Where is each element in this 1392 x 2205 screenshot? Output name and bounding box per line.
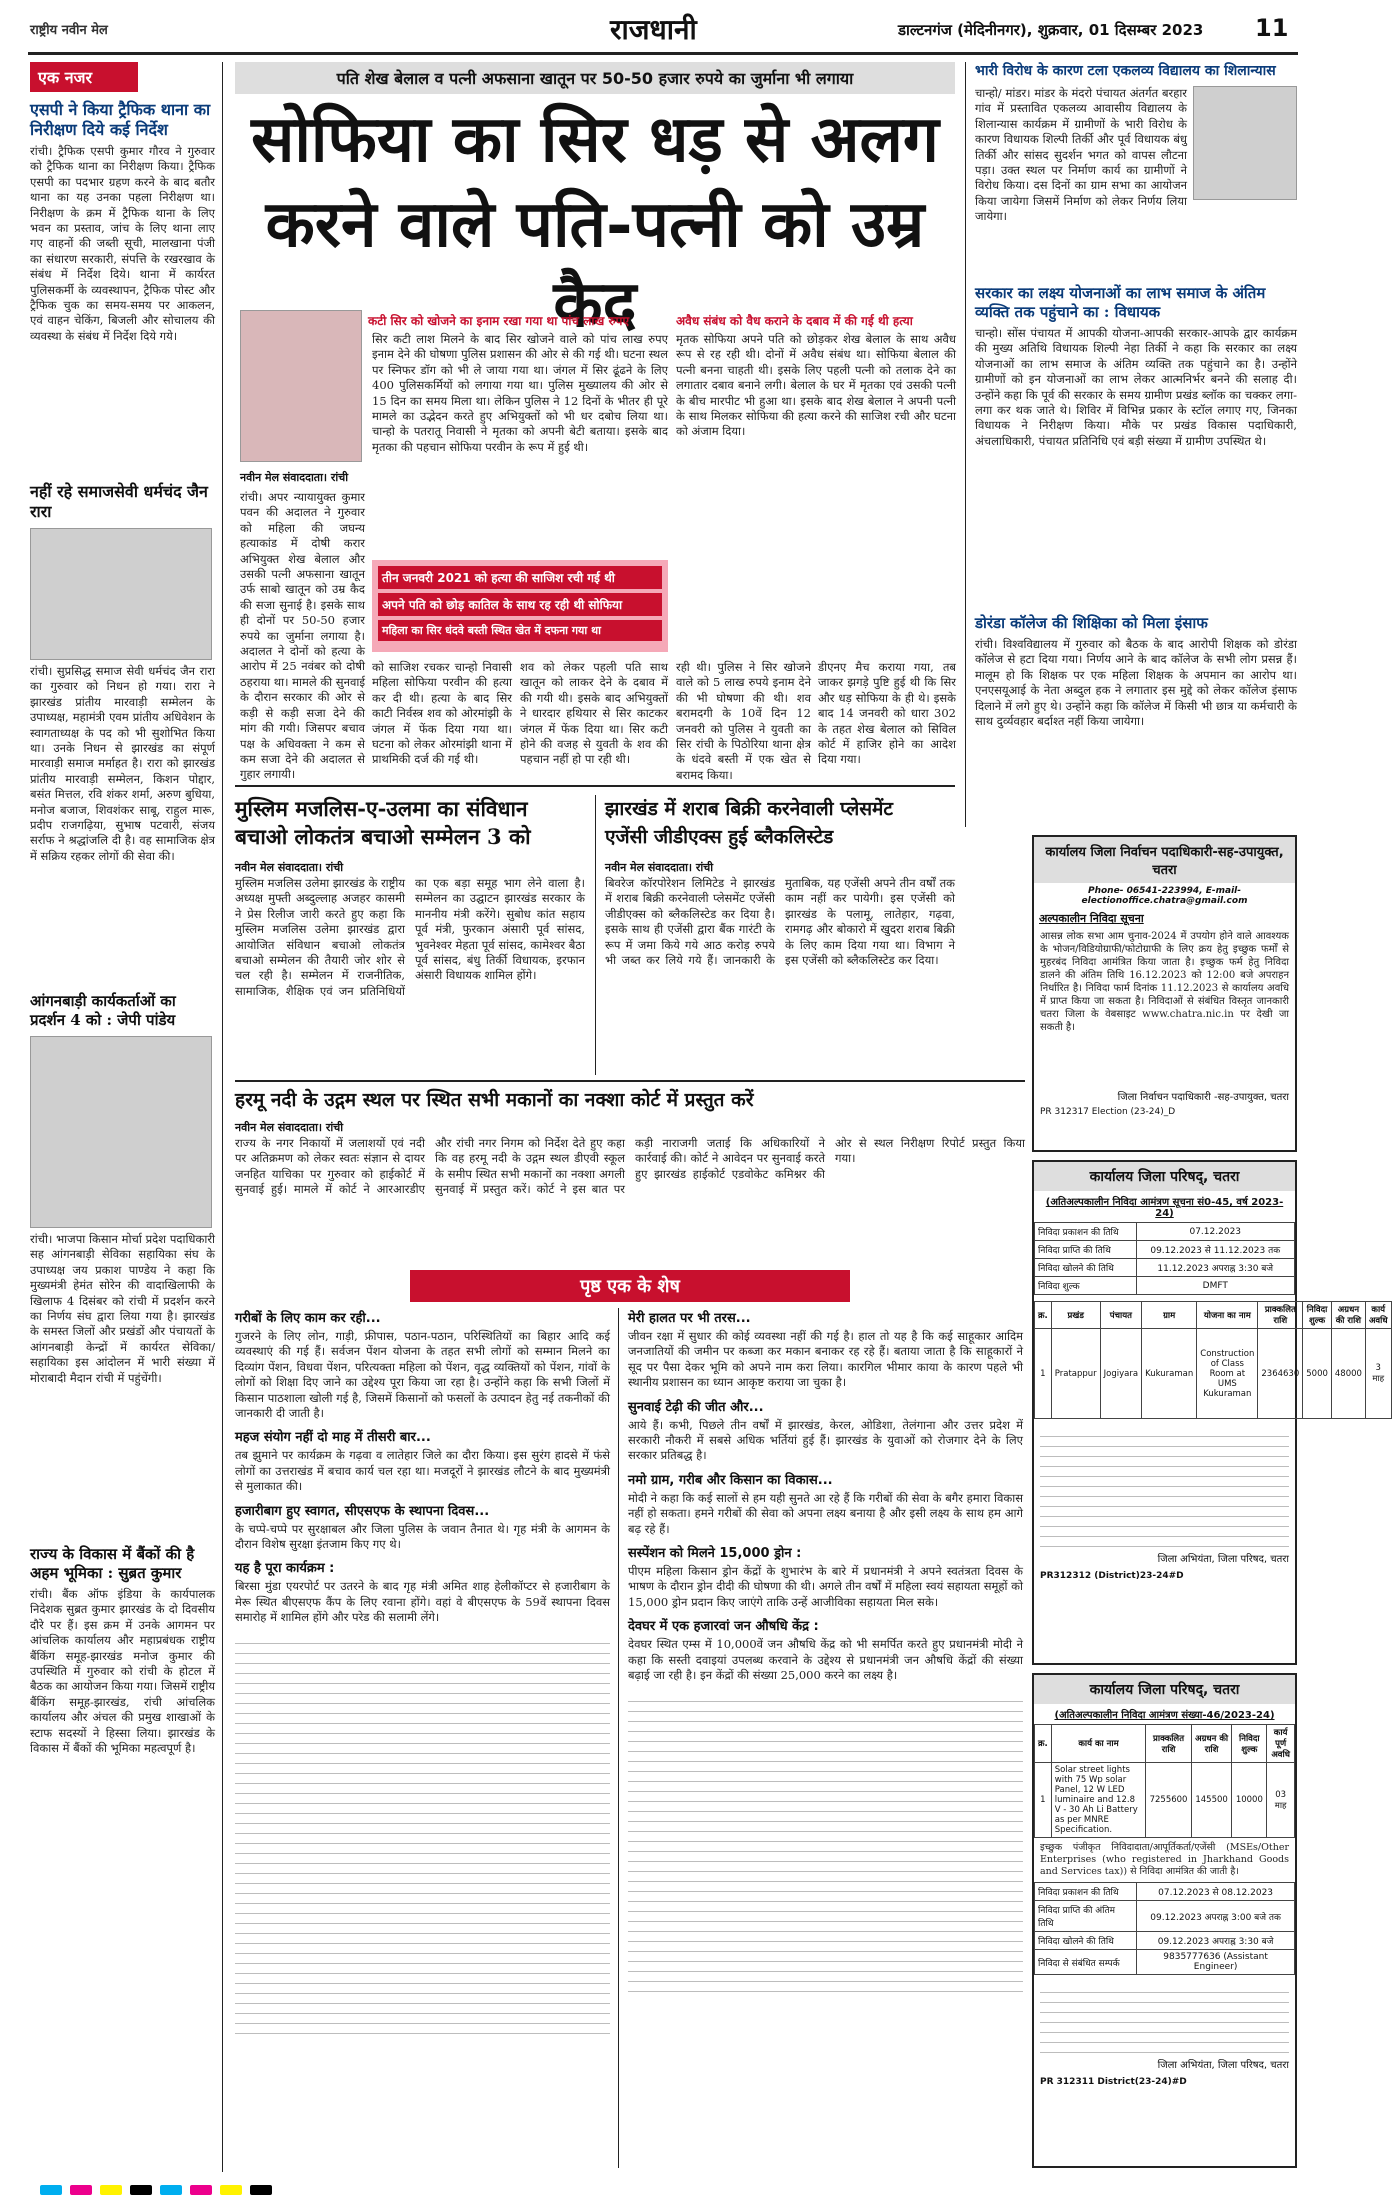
- lead-col3: मृतक सोफिया अपने पति को छोड़कर शेख बेलाल के साथ अवैध रूप से रह रही थी। दोनों में अवैध संबंध था। सोफिया बेलाल की पत्नी बनना चाहती थी। इसके लिए पहली पत्नी को तलाक देने का लगातार दबाव बनाने लगी। बेलाल के घर में मृतका एवं उसकी पत्नी के बीच मारपीट भी हुआ था। इसके बाद शेख बेलाल ने अपनी पत्नी के साथ मिलकर सोफिया की हत्या करने की साजिश रची और घटना को अंजाम दिया।: [676, 332, 956, 439]
- ad-zila1-table-head: [1035, 1302, 1392, 1329]
- story-obit-headline: नहीं रहे समाजसेवी धर्मचंद जैन रारा: [30, 482, 208, 521]
- lead-highlight-2: अपने पति को छोड़ कातिल के साथ रह रही थी सोफिया: [378, 593, 662, 616]
- continued-c1-sub3: यह है पूरा कार्यक्रम :: [235, 1561, 335, 1577]
- ad-election-contact: Phone- 06541-223994, E-mail-electionoffice.chatra@gmail.com: [1081, 886, 1248, 906]
- ad-zila-parishad-46: [1032, 1673, 1297, 2168]
- color-swatch: [160, 2185, 182, 2195]
- dateline: डाल्टनगंज (मेदिनीनगर), शुक्रवार, 01 दिसम्बर 2023: [898, 21, 1204, 39]
- story-majlis-headline-1: मुस्लिम मजलिस-ए-उलमा का संविधान: [235, 796, 528, 821]
- story-yojana-headline: सरकार का लक्ष्य योजनाओं का लाभ समाज के अंतिम व्यक्ति तक पहुंचाने का : विधायक: [975, 284, 1266, 321]
- ad-zila2-conditions: [1040, 1983, 1289, 2053]
- lead-lower-left: को साजिश रचकर चान्हो निवासी महिला सोफिया परवीन की हत्या कर दी थी। हत्या के बाद सिर काटी निर्वस्त्र शव को ओरमांझी के जंगल में फेंक दिया गया था। घटना को लेकर ओरमांझी थाना में प्राथमिकी दर्ज की गई थी।: [372, 660, 512, 767]
- color-swatch: [250, 2185, 272, 2195]
- continued-c2-body2: आये हैं। कभी, पिछले तीन वर्षों में झारखंड, केरल, ओडिशा, तेलंगाना और उत्तर प्रदेश में सरकारी नौकरी में सबसे अधिक भर्तियां हुई हैं। झारखंड के युवाओं को रोजगार देने के लिए सरकार प्रतिबद्ध है।: [628, 1417, 1023, 1463]
- page-number: 11: [1255, 14, 1289, 42]
- table-row: [1035, 1329, 1392, 1419]
- continued-c1-body: गुजरने के लिए लोन, गाड़ी, फ्रीपास, पठान-पठान, परिस्थितियों का बिहार आदि कई व्यवस्थाएं की गई हैं। सर्वजन पेंशन योजना के तहत सभी लोगों को सम्मान मिलने का दिव्यांग पेंशन, विधवा पेंशन, परित्यक्ता महिला को पेंशन, वृद्ध व्यक्तियों को पेंशन, गांवों के लोगों को शिक्षा दिए जाने का उद्देश्य पूरा किया जा रहा है। उन्होंने कहा कि सभी जिलों में किसान पाठशाला खोली गई है, जिसमें किसानों को फसलों के उत्पादन हेतु नई तकनीकों की जानकारी दी जाती है।: [235, 1329, 610, 1421]
- story-liquor-body: बिवरेज कॉरपोरेशन लिमिटेड ने झारखंड में शराब बिक्री करनेवाली प्लेसमेंट एजेंसी जीडीएक्स को ब्लैकलिस्टेड कर दिया है। इसके साथ ही एजेंसी द्वारा बैंक गारंटी के रूप में जमा किये गये आठ करोड़ रुपये भी जब्त कर लिये गये हैं। जानकारी के मुताबिक, यह एजेंसी अपने तीन वर्षों तक काम नहीं कर पायेगी। इस एजेंसी को झारखंड के पलामू, लातेहार, गढ़वा, रामगढ़ और बोकारो में खुदरा शराब बिक्री के लिए काम दिया गया था। विभाग ने इस एजेंसी को ब्लैकलिस्टेड कर दिया।: [605, 876, 955, 968]
- harmu-top-rule: [235, 1080, 1025, 1082]
- continued-c2-body: जीवन रक्षा में सुधार की कोई व्यवस्था नहीं की गई है। हाल तो यह है कि कई साहूकार आदिम जनजातियों की जमीन पर कब्जा कर मकान बनाकर रह रहे हैं। बताया जाता है कि साहूकारों ने सूद पर पैसा देकर भूमि को अपने नाम करा लिया। कारगिल भीमार काया के कारण पहले भी स्थानीय प्रशासन का ध्यान आकृष्ट कराया जा चुका है।: [628, 1329, 1023, 1390]
- story-traffic-headline: एसपी ने किया ट्रैफिक थाना का निरीक्षण दिये कई निर्देश: [30, 100, 211, 139]
- lead-col2: सिर कटी लाश मिलने के बाद सिर खोजने वाले को पांच लाख रुपए इनाम देने की घोषणा पुलिस प्रशासन की ओर से की गई थी। घटना स्थल पर स्निफर डॉग को भी ले जाया गया था। जंगल में सिर ढूंढने के लिए 400 पुलिसकर्मियों को लगाया गया था। पुलिस मुख्यालय की ओर से 15 दिन का समय मिला था। लेकिन पुलिस ने 12 दिनों के भीतर ही पूरे मामले का उद्भेदन करते हुए अभियुक्तों को भी धर दबोच लिया था। चान्हो के पतरातू निवासी ने मृतका को अपनी बेटी बताया। इसके बाद मृतका की पहचान सोफिया परवीन के रूप में हुई थी।: [372, 332, 668, 454]
- section-title: राजधानी: [610, 13, 697, 46]
- info-value: 07.12.2023: [1136, 1223, 1294, 1241]
- lead-lower-far: डीएनए मैच कराया गया, तब जाकर झगड़े पुष्टि हुई थी कि सिर और धड़ सोफिया के ही थे। इसके बाद 14 जनवरी को धारा 302 के तहत शेख बेलाल को सिविल कोर्ट में हाजिर होने का आदेश दिया गया।: [818, 660, 956, 767]
- ad-zila2-info-row: [1035, 1950, 1295, 1975]
- ad-zila1-conditions: [1040, 1427, 1289, 1547]
- continued-c1-body2: तब झुमाने पर कार्यक्रम के गढ़वा व लातेहार जिले का दौरा किया। इस सुरंग हादसे में फंसे लोगों का उत्तराखंड में बचाव कार्य चल रहा था। मजदूरों ने झारखंड लौटने के बाद मुख्यमंत्री से मुलाकात की।: [235, 1448, 610, 1494]
- story-majlis-body: मुस्लिम मजलिस उलेमा झारखंड के राष्ट्रीय अध्यक्ष मुफ्ती अब्दुल्लाह अजहर कासमी ने प्रेस रिलीज जारी करते हुए कहा कि मुस्लिम मजलिस उलेमा झारखंड द्वारा आयोजित संविधान बचाओ लोकतंत्र बचाओ सम्मेलन की तैयारी जोर शोर से चल रही है। सम्मेलन में राजनीतिक, सामाजिक, शैक्षिक एवं जन प्रतिनिधियों का एक बड़ा समूह भाग लेने वाला है। सम्मेलन का उद्घाटन झारखंड सरकार के माननीय मंत्री करेंगे। सुबोध कांत सहाय पूर्व मंत्री, फुरकान अंसारी पूर्व सांसद, भुवनेश्वर मेहता पूर्व सांसद, कामेश्वर बैठा पूर्व सांसद, बंधु तिर्की विधायक, इरफान अंसारी विधायक शामिल होंगे।: [235, 876, 585, 998]
- ad-election-signoff: जिला निर्वाचन पदाधिकारी -सह-उपायुक्त, चतरा: [1117, 1092, 1289, 1103]
- ad-zila2-title: कार्यालय जिला परिषद्, चतरा: [1034, 1675, 1295, 1704]
- th: प्राक्कलित राशि: [1258, 1302, 1303, 1329]
- info-label: निविदा खोलने की तिथि: [1035, 1259, 1137, 1277]
- th: निविदा शुल्क: [1232, 1725, 1267, 1763]
- continued-c2-fill: [628, 1692, 1023, 1992]
- continued-c2-body3: मोदी ने कहा कि कई सालों से हम यही सुनते आ रहे हैं कि गरीबों की सेवा के बगैर हमारा विकास नहीं हो सकता। हमने गरीबों की सेवा को अपना लक्ष्य बनाया है और इसी लक्ष्य के साथ हम आगे बढ़ रहे हैं।: [628, 1490, 1023, 1536]
- lead-col1: रांची। अपर न्यायायुक्त कुमार पवन की अदालत ने गुरुवार को महिला की जघन्य हत्याकांड में दोषी करार अभियुक्त शेख बेलाल और उसकी पत्नी अफसाना खातून उर्फ साबो खातून को उम्र कैद की सजा सुनाई है। इसके साथ ही दोनों पर 50-50 हजार रुपये का जुर्माना लगाया है। अदालत ने दोनों को हत्या के आरोप में 25 नवंबर को दोषी ठहराया था। मामले की सुनवाई के दौरान सरकार की ओर से कड़ी से कड़ी सजा देने की मांग की गयी। जिसपर बचाव पक्ष के अधिवक्ता ने कम से कम सजा देने की अदालत से गुहार लगायी।: [240, 490, 365, 782]
- th: क्र.: [1035, 1725, 1052, 1763]
- photo-dharmchand-jain: [30, 528, 212, 660]
- td: Kukuraman: [1142, 1329, 1197, 1419]
- th: कार्य का नाम: [1051, 1725, 1146, 1763]
- lead-headline-line1: सोफिया का सिर धड़ से अलग: [251, 102, 939, 177]
- story-eklavya-body: चान्हो/ मांडर। मांडर के मंदरो पंचायत अंतर्गत बरहार गांव में प्रस्तावित एकलव्य आवासीय विद्यालय के शिलान्यास कार्यक्रम में ग्रामीणों के भारी विरोध के कारण विधायक शिल्पी तिर्की और पूर्व विधायक बंधु तिर्की और सांसद सुदर्शन भगत को वापस लौटना पड़ा। उक्त स्थल पर निर्माण कार्य का ग्रामीणों ने विरोध किया। दस दिनों का ग्राम सभा का आयोजन किया जायेगा जिसमें निर्माण को लेकर निर्णय लिया जायेगा।: [975, 86, 1187, 224]
- td: 7255600: [1146, 1763, 1192, 1838]
- continued-c2-sub3: सस्पेंशन को मिलने 15,000 ड्रोन :: [628, 1546, 802, 1562]
- th: अग्रधन की राशि: [1191, 1725, 1232, 1763]
- th: प्राक्कलित राशि: [1146, 1725, 1192, 1763]
- td: 10000: [1232, 1763, 1267, 1838]
- lead-highlight-3: महिला का सिर धंदवे बस्ती स्थित खेत में दफना गया था: [378, 620, 662, 641]
- lead-subhead-reward: कटी सिर को खोजने का इनाम रखा गया था पांच लाख रुपए: [368, 314, 630, 328]
- table-row: [1035, 1763, 1295, 1838]
- td: 3 माह: [1365, 1329, 1391, 1419]
- ad-zila2-info-row: [1035, 1883, 1295, 1901]
- info-value: 07.12.2023 से 08.12.2023: [1137, 1883, 1295, 1901]
- ad-zila2-subtitle: (अतिअल्पकालीन निविदा आमंत्रण संख्या-46/2023-24): [1054, 1710, 1275, 1721]
- color-swatch: [220, 2185, 242, 2195]
- story-majlis-headline-2: बचाओ लोकतंत्र बचाओ सम्मेलन 3 को: [235, 824, 531, 849]
- td: 1: [1035, 1763, 1052, 1838]
- info-value: 09.12.2023 अपराह्न 3:00 बजे तक: [1137, 1901, 1295, 1932]
- ad-zila1-work-table: [1034, 1301, 1392, 1419]
- ad-zila1-info-row: [1035, 1223, 1295, 1241]
- info-label: निविदा से संबंधित सम्पर्क: [1035, 1950, 1137, 1975]
- story-liquor-byline: नवीन मेल संवाददाता। रांची: [605, 861, 714, 874]
- continued-c2-sub2: नमो ग्राम, गरीब और किसान का विकास...: [628, 1472, 833, 1488]
- color-swatch: [40, 2185, 62, 2195]
- td: 2364630: [1258, 1329, 1303, 1419]
- td: 1: [1035, 1329, 1052, 1419]
- story-doranda-body: रांची। विश्वविद्यालय में गुरुवार को बैठक के बाद आरोपी शिक्षक को डोरंडा कॉलेज से हटा दिया गया। निर्णय आने के बाद कॉलेज के सभी लोग प्रसन्न हैं। मालूम हो कि शिक्षक पर एक महिला शिक्षक के अपमान का आरोप था। एनएसयूआई के नेता अब्दुल हक ने लगातार इस मुद्दे को लेकर कॉलेज इंसाफ दिलाने में लगे हुए थे। उन्होंने कहा कि कॉलेज में किसी भी छात्र या कर्मचारी के साथ दुर्व्यवहार बर्दाश्त नहीं किया जायेगा।: [975, 637, 1297, 729]
- story-yojana-body: चान्हो। सोंस पंचायत में आपकी योजना-आपकी सरकार-आपके द्वार कार्यक्रम की मुख्य अतिथि विधायक शिल्पी नेहा तिर्की ने कहा कि सरकार का लक्ष्य योजनाओं का लाभ समाज के अंतिम व्यक्ति तक पहुंचाने का है। उन्होंने ग्रामीणों को इन योजनाओं का लाभ लेकर आत्मनिर्भर बनने की सलाह दी। उन्होंने कहा कि पूर्व की सरकार के समय ग्रामीण प्रखंड ब्लॉक का चक्कर लगा-लगा कर थक जाते थे। शिविर में विभिन्न प्रकार के स्टॉल लगाए गए, जिनका विधायक ने निरीक्षण किया। मौके पर प्रखंड विकास पदाधिकारी, अंचलाधिकारी, पंचायत प्रतिनिधि एवं बड़ी संख्या में ग्रामीण उपस्थित थे।: [975, 326, 1297, 448]
- info-label: निविदा शुल्क: [1035, 1277, 1137, 1295]
- th: कार्य अवधि: [1365, 1302, 1391, 1329]
- ad-zila1-info-row: [1035, 1277, 1295, 1295]
- photo-sofia: [240, 310, 362, 462]
- ad-election-subtitle: अल्पकालीन निविदा सूचना: [1039, 912, 1144, 925]
- ad-zila2-table-head: [1035, 1725, 1295, 1763]
- photo-mla: [1193, 86, 1297, 200]
- ad-zila2-work-table: [1034, 1724, 1295, 1838]
- info-label: निविदा प्रकाशन की तिथि: [1035, 1223, 1137, 1241]
- story-bank-headline: राज्य के विकास में बैंकों की है अहम भूमिका : सुब्रत कुमार: [30, 1545, 195, 1582]
- td: 5000: [1303, 1329, 1332, 1419]
- ad-zila2-note: इच्छुक पंजीकृत निविदादाता/आपूर्तिकर्ता/एजेंसी (MSEs/Other Enterprises (who registered in Jharkhand Goods and Services tax)) से निविदा आमंत्रित की जाती है।: [1040, 1842, 1289, 1877]
- masthead-logo: राष्ट्रीय नवीन मेल: [30, 23, 108, 38]
- ad-election-body: आसन्न लोक सभा आम चुनाव-2024 में उपयोग होने वाले आवश्यक के भोजन/विडियोग्राफी/फोटोग्राफी के लिए क्रय हेतु इच्छुक फर्मों से मुहरबंद निविदा आमंत्रित किया जाता है। इच्छुक फर्म हेतु निविदा डालने की अंतिम तिथि 16.12.2023 को 12:00 बजे अपराहन निर्धारित है। निविदा फार्म दिनांक 11.12.2023 से कार्यालय अवधि में प्राप्त किया जा सकता है। निविदाओं से संबंधित विस्तृत जानकारी चतरा जिला के वेबसाइट www.chatra.nic.in पर देखी जा सकती है।: [1040, 931, 1289, 1033]
- td: 48000: [1331, 1329, 1365, 1419]
- ad-zila2-pr: PR 312311 District(23-24)#D: [1040, 2077, 1187, 2087]
- ad-zila-parishad-45: [1032, 1160, 1388, 1665]
- continued-c2-sub4: देवघर में एक हजारवां जन औषधि केंद्र :: [628, 1619, 819, 1635]
- info-value: DMFT: [1136, 1277, 1294, 1295]
- lead-headline-line2: करने वाले पति-पत्नी को उम्र कैद: [265, 187, 925, 342]
- continued-banner: पृष्ठ एक के शेष: [410, 1270, 850, 1302]
- continued-c1-sub: महज संयोग नहीं दो माह में तीसरी बार...: [235, 1430, 431, 1446]
- info-value: 09.12.2023 से 11.12.2023 तक: [1136, 1241, 1294, 1259]
- story-harmu-byline: नवीन मेल संवाददाता। रांची: [235, 1121, 344, 1134]
- registration-bar: [40, 2180, 1290, 2194]
- td: Pratappur: [1051, 1329, 1100, 1419]
- info-label: निविदा खोलने की तिथि: [1035, 1932, 1137, 1950]
- left-column-rule: [222, 62, 223, 2172]
- story-anganbadi-body: रांची। भाजपा किसान मोर्चा प्रदेश पदाधिकारी सह आंगनबाड़ी सेविका सहायिका संघ के उपाध्यक्ष जय प्रकाश पाण्डेय ने कहा कि मुख्यमंत्री हेमंत सोरेन की वादाखिलाफी के खिलाफ 4 दिसंबर को रांची में प्रदर्शन करने का निर्णय संघ द्वारा लिया गया है। झारखंड के समस्त जिलों और प्रखंडों और पंचायतों के आंगनबाड़ी केन्द्रों में कार्यरत सेविका/सहायिका इस आंदोलन में भारी संख्या में मोराबादी मैदान रांची में पहुंचेंगी।: [30, 1232, 215, 1385]
- story-liquor-headline-2: एजेंसी जीडीएक्स हुई ब्लैकलिस्टेड: [605, 826, 834, 848]
- ad-zila2-signoff: जिला अभियंता, जिला परिषद, चतरा: [1157, 2060, 1289, 2071]
- ad-zila1-subtitle: (अतिअल्पकालीन निविदा आमंत्रण सूचना सं0-45, वर्ष 2023-24): [1045, 1197, 1284, 1219]
- th: ग्राम: [1142, 1302, 1197, 1329]
- lead-highlights-box: [372, 560, 668, 652]
- color-swatch: [190, 2185, 212, 2195]
- story-anganbadi-headline: आंगनबाड़ी कार्यकर्ताओं का प्रदर्शन 4 को : जेपी पांडेय: [30, 992, 176, 1029]
- story-harmu-body: राज्य के नगर निकायों में जलाशयों एवं नदी पर अतिक्रमण को लेकर स्वतः संज्ञान से दायर जनहित याचिका पर गुरुवार को हाईकोर्ट में सुनवाई हुई। मामले में कोर्ट ने आरआरडीए और रांची नगर निगम को निर्देश देते हुए कहा कि वह हरमू नदी के उद्गम स्थल डीएवी स्कूल के समीप स्थित सभी मकानों का नक्शा अगली सुनवाई में प्रस्तुत करें। कोर्ट ने इस बात पर कड़ी नाराजगी जताई कि अधिकारियों ने कार्रवाई की। कोर्ट ने आवेदन पर सुनवाई करते हुए झारखंड हाईकोर्ट एडवोकेट कमिश्नर की ओर से स्थल निरीक्षण रिपोर्ट प्रस्तुत किया गया।: [235, 1136, 1025, 1197]
- info-label: निविदा प्रकाशन की तिथि: [1035, 1883, 1137, 1901]
- continued-c2-body5: देवघर स्थित एम्स में 10,000वें जन औषधि केंद्र को भी समर्पित करते हुए प्रधानमंत्री मोदी ने कहा कि सस्ती दवाइयां उपलब्ध करवाने के उद्देश्य से प्रधानमंत्री जन औषधि केंद्रों की संख्या बढ़ाई जा रही है। इन केंद्रों की संख्या 25,000 करने का लक्ष्य है।: [628, 1637, 1023, 1683]
- color-swatch: [130, 2185, 152, 2195]
- story-harmu-headline: हरमू नदी के उद्गम स्थल पर स्थित सभी मकानों का नक्शा कोर्ट में प्रस्तुत करें: [235, 1089, 754, 1111]
- ad-zila1-info-table: [1034, 1222, 1295, 1295]
- info-value: 9835777636 (Assistant Engineer): [1137, 1950, 1295, 1975]
- lead-lower-mid: शव को लेकर पहली पति साथ खातून को लाकर देने के दबाव में की गयी थी। इसके बाद अभियुक्तों ने धारदार हथियार से सिर काटकर जंगल में फेंक दिया था। सिर कटी होने की वजह से युवती के शव की पहचान नहीं हो पा रही थी।: [520, 660, 668, 767]
- ad-election-notice: [1032, 835, 1297, 1152]
- story-eklavya-headline: भारी विरोध के कारण टला एकलव्य विद्यालय का शिलान्यास: [975, 63, 1276, 79]
- lead-highlight-1: तीन जनवरी 2021 को हत्या की साजिश रची गई थी: [378, 566, 662, 589]
- th: क्र.: [1035, 1302, 1052, 1329]
- photo-jp-pandey: [30, 1036, 212, 1228]
- lead-kicker: पति शेख बेलाल व पत्नी अफसाना खातून पर 50-50 हजार रुपये का जुर्माना भी लगाया: [235, 62, 955, 94]
- th: कार्य पूर्ण अवधि: [1267, 1725, 1295, 1763]
- continued-c2-sub: सुनवाई टेढ़ी की जीत और...: [628, 1399, 764, 1415]
- td: 145500: [1191, 1763, 1232, 1838]
- info-value: 11.12.2023 अपराह्न 3:30 बजे: [1136, 1259, 1294, 1277]
- ek-nazar-header: एक नजर: [30, 62, 138, 92]
- ad-election-title: कार्यालय जिला निर्वाचन पदाधिकारी-सह-उपायुक्त, चतरा: [1034, 837, 1295, 883]
- color-swatch: [100, 2185, 122, 2195]
- continued-divider: [618, 1308, 619, 2168]
- ad-zila1-info-row: [1035, 1241, 1295, 1259]
- mid-divider: [595, 795, 596, 1075]
- continued-c2-head: मेरी हालत पर भी तरस...: [628, 1311, 751, 1326]
- left-column: [30, 62, 215, 2172]
- continued-col1: [235, 1308, 610, 2168]
- td: Solar street lights with 75 Wp solar Panel, 12 W LED luminaire and 12.8 V - 30 Ah Li Battery as per MNRE Specification.: [1051, 1763, 1146, 1838]
- ad-zila1-info-row: [1035, 1259, 1295, 1277]
- ad-zila2-info-row: [1035, 1932, 1295, 1950]
- continued-c1-body4: बिरसा मुंडा एयरपोर्ट पर उतरने के बाद गृह मंत्री अमित शाह हेलीकॉप्टर से हजारीबाग के मेरू स्थित बीएसएफ कैंप के लिए रवाना होंगे। वहां वे बीएसएफ के 59वें स्थापना दिवस समारोह में शामिल होंगे और परेड की सलामी लेंगे।: [235, 1579, 610, 1625]
- continued-c2-body4: पीएम महिला किसान ड्रोन केंद्रों के शुभारंभ के बारे में प्रधानमंत्री ने अपने स्वतंत्रता दिवस के भाषण के दौरान ड्रोन दीदी की घोषणा की थी। अगले तीन वर्षों में महिला स्वयं सहायता समूहों को 15,000 ड्रोन प्रदान किए जाएंगे ताकि उन्हें आजीविका सहायता मिल सके।: [628, 1564, 1023, 1609]
- th: योजना का नाम: [1197, 1302, 1258, 1329]
- story-liquor-headline-1: झारखंड में शराब बिक्री करनेवाली प्लेसमेंट: [605, 798, 893, 820]
- td: Construction of Class Room at UMS Kukuraman: [1197, 1329, 1258, 1419]
- continued-col2: [628, 1308, 1023, 2168]
- info-label: निविदा प्राप्ति की तिथि: [1035, 1241, 1137, 1259]
- th: प्रखंड: [1051, 1302, 1100, 1329]
- th: निविदा शुल्क: [1303, 1302, 1332, 1329]
- th: अग्रधन की राशि: [1331, 1302, 1365, 1329]
- right-column: [975, 62, 1297, 827]
- info-label: निविदा प्राप्ति की अंतिम तिथि: [1035, 1901, 1137, 1932]
- ad-zila2-info-row: [1035, 1901, 1295, 1932]
- story-doranda-headline: डोरंडा कॉलेज की शिक्षिका को मिला इंसाफ: [975, 614, 1208, 632]
- story-obit-body: रांची। सुप्रसिद्ध समाज सेवी धर्मचंद जैन रारा का गुरुवार को निधन हो गया। रारा ने झारखंड प्रांतीय मारवाड़ी सम्मेलन के उपाध्यक्ष, महामंत्री एवम प्रांतीय अधिवेशन के स्वागताध्यक्ष के पद को भी सुशोभित किया था। उनके निधन से झारखंड का संपूर्ण मारवाड़ी समाज मर्माहत है। रारा को झारखंड प्रांतीय मारवाड़ी सम्मेलन, किशन पोद्दार, बसंत मित्तल, रवि शंकर शर्मा, अरुण बुधिया, मनोज बजाज, शिवशंकर साबू, राहुल मारू, प्रदीप राजगढ़िया, सुभाष पटवारी, संजय सर्राफ ने श्रद्धांजलि दी है। वह सामाजिक क्षेत्र में सक्रिय रहकर लोगों की सेवा की।: [30, 664, 215, 863]
- ad-zila1-title: कार्यालय जिला परिषद्, चतरा: [1034, 1162, 1295, 1191]
- lead-bottom-rule: [235, 785, 955, 787]
- lead-lower-right: रही थी। पुलिस ने सिर खोजने वाले को 5 लाख रुपये इनाम देने की भी घोषणा की थी। शव बरामदगी के 10वें दिन 12 जनवरी को पुलिस ने युवती का सिर रांची के पिठोरिया थाना क्षेत्र के धंदवे बस्ती में एक खेत से बरामद किया।: [676, 660, 811, 782]
- lead-subhead-motive: अवैध संबंध को वैध कराने के दबाव में की गई थी हत्या: [676, 314, 913, 328]
- lead-byline: नवीन मेल संवाददाता। रांची: [240, 471, 349, 484]
- story-bank-body: रांची। बैंक ऑफ इंडिया के कार्यपालक निदेशक सुब्रत कुमार झारखंड के दो दिवसीय दौरे पर हैं। इस क्रम में उनके आगमन पर आंचलिक कार्यालय और महाप्रबंधक राष्ट्रीय बैंकिंग समूह-झारखंड मनोज कुमार की उपस्थिति में गुरुवार को रांची के होटल में बैठक का आयोजन किया गया। जिसमें राष्ट्रीय बैंकिंग समूह-झारखंड, रांची आंचलिक कार्यालय और अंचल की प्रमुख शाखाओं के स्टाफ सदस्यों ने हिस्सा लिया। झारखंड के विकास में बैंकों की भूमिका महत्वपूर्ण है।: [30, 1587, 215, 1756]
- story-traffic-body: रांची। ट्रैफिक एसपी कुमार गौरव ने गुरुवार को ट्रैफिक थाना का निरीक्षण किया। ट्रैफिक एसपी का पदभार ग्रहण करने के बाद बतौर थाना का यह उनका पहला निरीक्षण था। निरीक्षण के क्रम में ट्रैफिक थाना के लिए भवन का प्रस्ताव, जांच के लिए थाना लाए गए वाहनों की जब्ती सूची, मालखाना पंजी का संधारण सरकारी, संपत्ति के रखरखाव के संबंध में निर्देश दिये। थाना में कार्यरत पुलिसकर्मी के व्यवस्थापन, ट्रैफिक पोस्ट और ट्रैफिक चुक का समय-समय पर आकलन, एवं वाहन चेकिंग, बिजली और सोचालय की व्यवस्था के संबंध में निर्देश दिये गये।: [30, 144, 215, 343]
- continued-c1-head: गरीबों के लिए काम कर रही...: [235, 1311, 381, 1326]
- td: 03 माह: [1267, 1763, 1295, 1838]
- ad-election-pr: PR 312317 Election (23-24)_D: [1040, 1107, 1176, 1117]
- ad-zila1-signoff: जिला अभियंता, जिला परिषद, चतरा: [1157, 1554, 1289, 1565]
- th: पंचायत: [1100, 1302, 1141, 1329]
- right-column-rule: [965, 62, 966, 827]
- color-swatch: [70, 2185, 92, 2195]
- ad-zila1-pr: PR312312 (District)23-24#D: [1040, 1571, 1184, 1581]
- continued-c1-fill: [235, 1634, 610, 2034]
- ad-zila2-info-table: [1034, 1882, 1295, 1975]
- masthead-rule: [28, 52, 1298, 55]
- continued-c1-body3: के चप्पे-चप्पे पर सुरक्षाबल और जिला पुलिस के जवान तैनात थे। गृह मंत्री के आगमन के दौरान विशेष सुरक्षा इंतजाम किए गए थे।: [235, 1521, 610, 1552]
- info-value: 09.12.2023 अपराह्न 3:30 बजे: [1137, 1932, 1295, 1950]
- story-majlis-byline: नवीन मेल संवाददाता। रांची: [235, 861, 344, 874]
- td: Jogiyara: [1100, 1329, 1141, 1419]
- continued-c1-sub2: हजारीबाग हुए स्वागत, सीएसएफ के स्थापना दिवस...: [235, 1503, 490, 1519]
